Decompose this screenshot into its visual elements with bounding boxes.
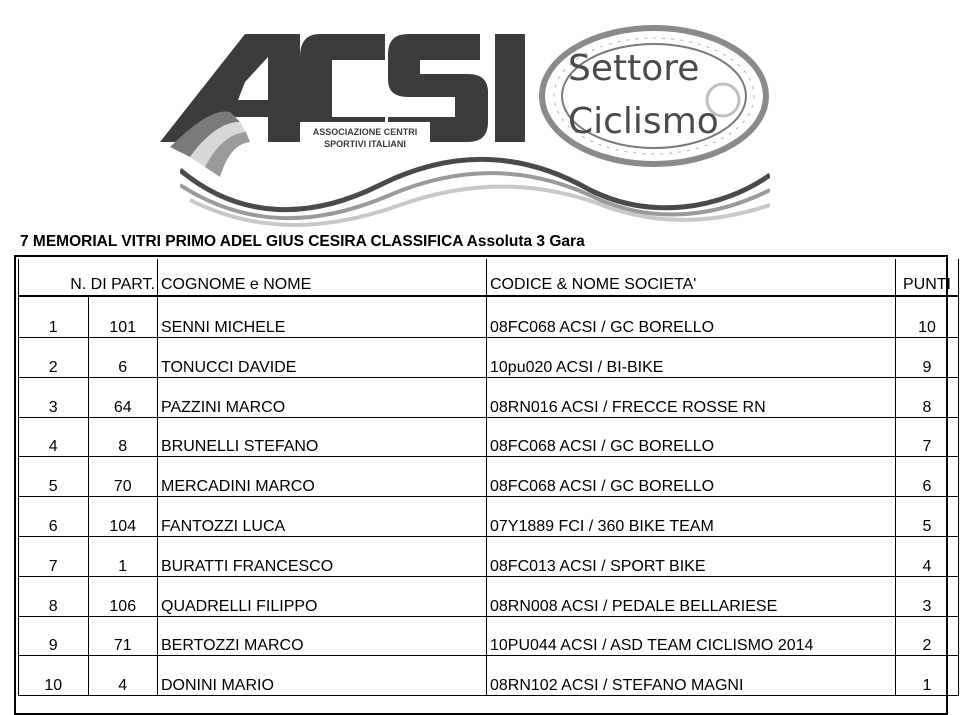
cell-name: PAZZINI MARCO xyxy=(158,377,487,417)
cell-points: 1 xyxy=(896,656,959,696)
cell-name: BRUNELLI STEFANO xyxy=(158,417,487,457)
cell-points: 5 xyxy=(896,497,959,537)
header-participant: N. DI PART. xyxy=(19,259,158,296)
cell-club: 08RN016 ACSI / FRECCE ROSSE RN xyxy=(487,377,896,417)
cell-name: SENNI MICHELE xyxy=(158,296,487,338)
cell-participant-number: 101 xyxy=(88,296,158,338)
decorative-waves xyxy=(180,150,770,230)
seal-line-2: Ciclismo xyxy=(568,101,719,142)
logo-header xyxy=(0,0,967,228)
cell-points: 2 xyxy=(896,616,959,656)
seal-line-1: Settore xyxy=(568,48,700,89)
cell-participant-number: 106 xyxy=(88,576,158,616)
results-table xyxy=(18,259,959,696)
table-row xyxy=(19,536,959,576)
cell-points: 10 xyxy=(896,296,959,338)
cell-name: BURATTI FRANCESCO xyxy=(158,536,487,576)
cell-name: TONUCCI DAVIDE xyxy=(158,338,487,378)
cell-name: MERCADINI MARCO xyxy=(158,457,487,497)
cell-participant-number: 64 xyxy=(88,377,158,417)
cell-points: 6 xyxy=(896,457,959,497)
settore-ciclismo-seal xyxy=(538,25,770,167)
cell-points: 4 xyxy=(896,536,959,576)
cell-participant-number: 6 xyxy=(88,338,158,378)
table-row xyxy=(19,576,959,616)
cell-club: 08RN102 ACSI / STEFANO MAGNI xyxy=(487,656,896,696)
cell-participant-number: 104 xyxy=(88,497,158,537)
cell-name: BERTOZZI MARCO xyxy=(158,616,487,656)
table-row xyxy=(19,296,959,338)
cell-participant-number: 1 xyxy=(88,536,158,576)
cell-participant-number: 4 xyxy=(88,656,158,696)
cell-position: 4 xyxy=(19,417,89,457)
table-row xyxy=(19,497,959,537)
cell-club: 08FC068 ACSI / GC BORELLO xyxy=(487,417,896,457)
cell-name: DONINI MARIO xyxy=(158,656,487,696)
cell-club: 07Y1889 FCI / 360 BIKE TEAM xyxy=(487,497,896,537)
cell-points: 8 xyxy=(896,377,959,417)
cell-position: 9 xyxy=(19,616,89,656)
header-club: CODICE & NOME SOCIETA' xyxy=(487,259,896,296)
header-name: COGNOME e NOME xyxy=(158,259,487,296)
logo-tagline-2: SPORTIVI ITALIANI xyxy=(324,139,406,149)
cell-position: 6 xyxy=(19,497,89,537)
cell-club: 08FC013 ACSI / SPORT BIKE xyxy=(487,536,896,576)
cell-club: 08RN008 ACSI / PEDALE BELLARIESE xyxy=(487,576,896,616)
cell-club: 08FC068 ACSI / GC BORELLO xyxy=(487,296,896,338)
header-points: PUNTI xyxy=(896,259,959,296)
cell-position: 5 xyxy=(19,457,89,497)
cell-position: 8 xyxy=(19,576,89,616)
cell-position: 10 xyxy=(19,656,89,696)
cell-name: QUADRELLI FILIPPO xyxy=(158,576,487,616)
cell-club: 10PU044 ACSI / ASD TEAM CICLISMO 2014 xyxy=(487,616,896,656)
table-header-row xyxy=(19,259,959,296)
cell-points: 9 xyxy=(896,338,959,378)
table-row xyxy=(19,338,959,378)
table-row xyxy=(19,377,959,417)
table-row xyxy=(19,417,959,457)
table-row xyxy=(19,457,959,497)
cell-position: 1 xyxy=(19,296,89,338)
cell-participant-number: 8 xyxy=(88,417,158,457)
cell-position: 2 xyxy=(19,338,89,378)
cell-participant-number: 70 xyxy=(88,457,158,497)
cell-position: 7 xyxy=(19,536,89,576)
table-row xyxy=(19,616,959,656)
cell-position: 3 xyxy=(19,377,89,417)
cell-points: 3 xyxy=(896,576,959,616)
cell-club: 08FC068 ACSI / GC BORELLO xyxy=(487,457,896,497)
cell-club: 10pu020 ACSI / BI-BIKE xyxy=(487,338,896,378)
logo-tagline-1: ASSOCIAZIONE CENTRI xyxy=(312,127,418,137)
cell-participant-number: 71 xyxy=(88,616,158,656)
cell-name: FANTOZZI LUCA xyxy=(158,497,487,537)
document-title: 7 MEMORIAL VITRI PRIMO ADEL GIUS CESIRA CLASSIFICA Assoluta 3 Gara xyxy=(20,233,585,250)
table-row xyxy=(19,656,959,696)
cell-points: 7 xyxy=(896,417,959,457)
